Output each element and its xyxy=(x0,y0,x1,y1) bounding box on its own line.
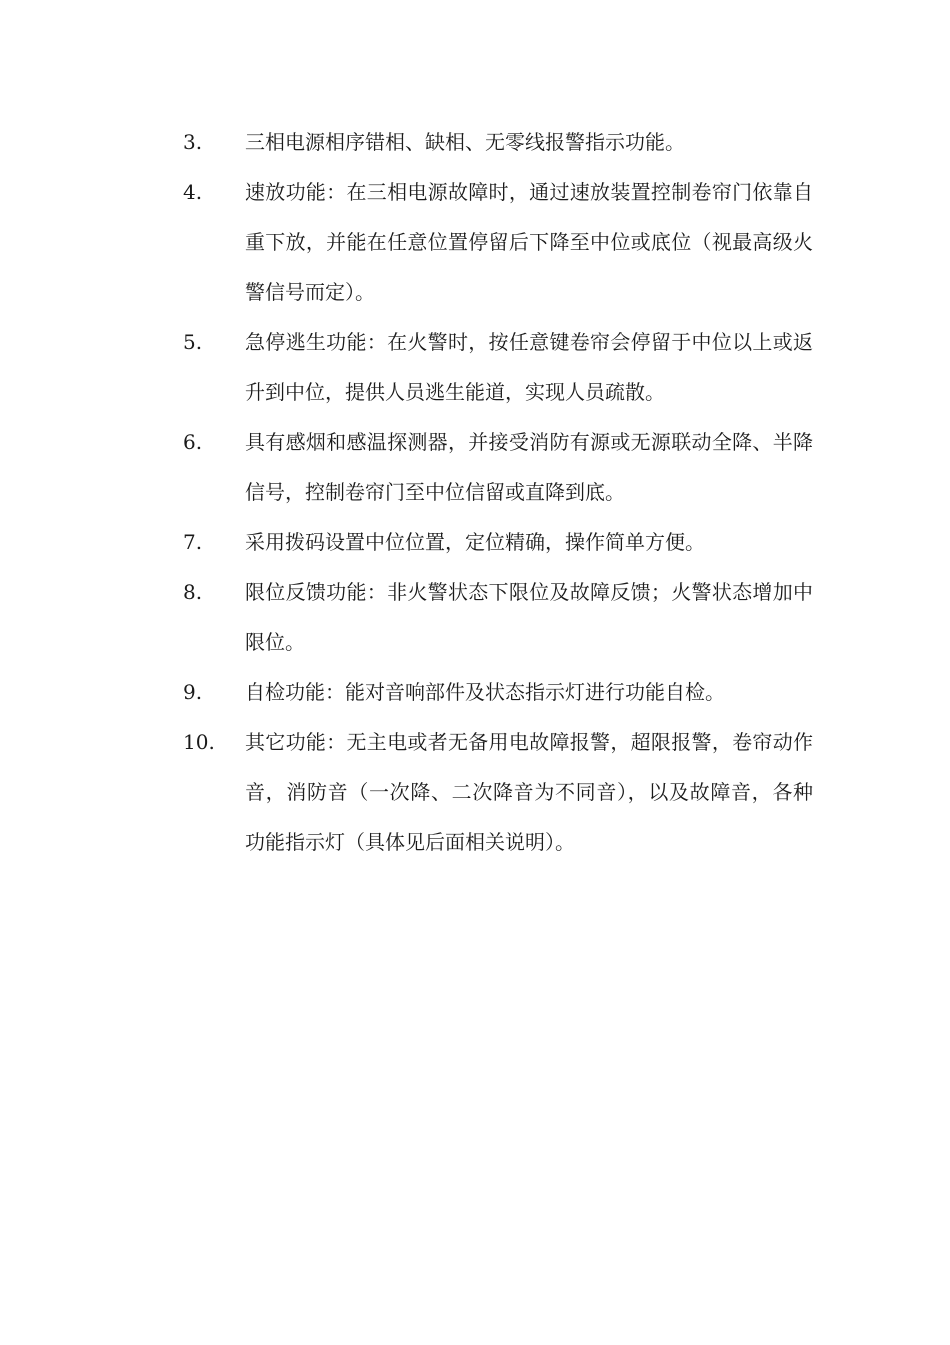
feature-list xyxy=(183,117,813,867)
item-text: 三相电源相序错相、缺相、无零线报警指示功能。 xyxy=(245,130,685,154)
item-text: 自检功能：能对音响部件及状态指示灯进行功能自检。 xyxy=(245,680,725,704)
item-number: 8. xyxy=(183,580,203,604)
item-text: 其它功能：无主电或者无备用电故障报警，超限报警，卷帘动作音，消防音（一次降、二次降音为不同音），以及故障音，各种功能指示灯（具体见后面相关说明）。 xyxy=(245,730,814,854)
item-number: 6. xyxy=(183,430,203,454)
item-number: 3. xyxy=(183,130,203,154)
item-text: 采用拨码设置中位位置，定位精确，操作简单方便。 xyxy=(245,530,705,554)
item-text: 速放功能：在三相电源故障时，通过速放装置控制卷帘门依靠自重下放，并能在任意位置停留后下降至中位或底位（视最高级火警信号而定）。 xyxy=(245,180,814,304)
item-number: 10. xyxy=(183,730,215,754)
list-item xyxy=(183,317,813,417)
item-number: 9. xyxy=(183,680,203,704)
item-number: 4. xyxy=(183,180,203,204)
list-item xyxy=(183,667,813,717)
list-item xyxy=(183,167,813,317)
item-text: 急停逃生功能：在火警时，按任意键卷帘会停留于中位以上或返升到中位，提供人员逃生能道，实现人员疏散。 xyxy=(245,330,814,404)
list-item xyxy=(183,717,813,867)
item-text: 具有感烟和感温探测器，并接受消防有源或无源联动全降、半降信号，控制卷帘门至中位信留或直降到底。 xyxy=(245,430,814,504)
item-number: 7. xyxy=(183,530,203,554)
list-item xyxy=(183,117,813,167)
list-item xyxy=(183,517,813,567)
item-text: 限位反馈功能：非火警状态下限位及故障反馈；火警状态增加中限位。 xyxy=(245,580,814,654)
list-item xyxy=(183,567,813,667)
list-item xyxy=(183,417,813,517)
item-number: 5. xyxy=(183,330,203,354)
